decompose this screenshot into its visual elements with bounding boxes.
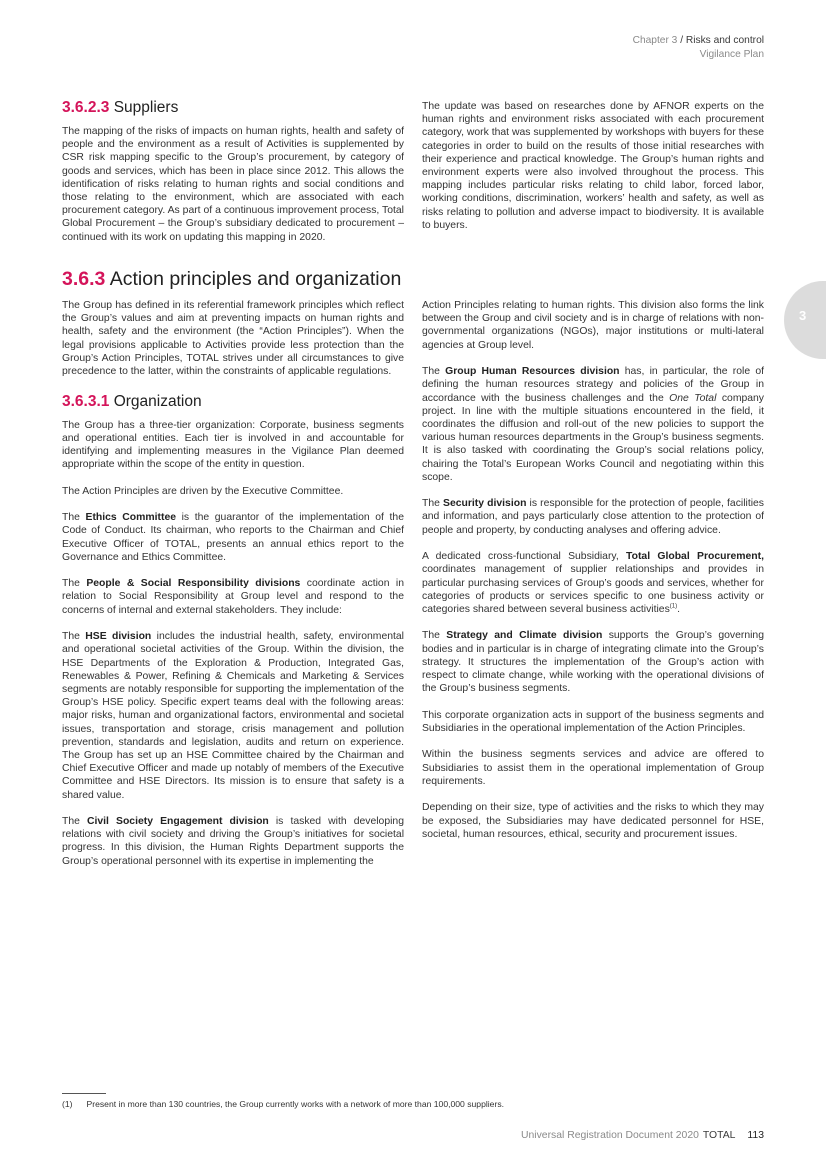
heading-number: 3.6.2.3: [62, 99, 110, 116]
term-psr-divisions: People & Social Responsibility divisions: [86, 578, 301, 590]
paragraph: Within the business segments services and advice are offered to Subsidiaries to assist them in the operational implementation of Group requirements.: [422, 749, 764, 787]
heading-number: 3.6.3: [62, 268, 106, 290]
paragraph: The Ethics Committee is the guarantor of the implementation of the Code of Conduct. Its chairman, who reports to the Chairman and Chief Executive Officer of TOTAL, presents an annual ethics report to the Governance and Ethics Committee.: [62, 512, 404, 563]
paragraph: The Group has a three-tier organization: Corporate, business segments and operational entities. Each tier is involved in and accountable for identifying and implementing measures in the Vigilance Plan deemed appropriate within the scope of the entity in question.: [62, 419, 404, 471]
paragraph: The HSE division includes the industrial health, safety, environmental and operational societal activities of the Group. Within the division, the HSE Departments of the Exploration & Production, Integrated Gas, Renewables & Power, Refining & Chemicals and Marketing & Services segments are notably responsible for supporting the implementation of the Group’s HSE policy. Specific expert teams deal with the following areas: major risks, human and organizational factors, environmental and societal issues, transportation and storage, crisis management and pollution prevention, standards and legislation, audits and return on experience. The Group has set up an HSE Committee chaired by the Chairman and Chief Executive Officer and made up notably of members of the Executive Committee and HSE Directors. Its mission is to ensure that safety is a shared value.: [62, 631, 404, 801]
running-header: [633, 34, 764, 61]
chapter-tab: [784, 281, 826, 359]
heading-title: Suppliers: [113, 99, 179, 116]
suppliers-section: [62, 98, 404, 257]
term-ghr-division: Group Human Resources division: [445, 366, 620, 378]
suppliers-heading: [62, 98, 404, 118]
term-total-global-procurement: Total Global Procurement,: [626, 551, 764, 563]
left-column: [62, 299, 404, 881]
heading-title: Action principles and organization: [109, 268, 402, 290]
paragraph: Depending on their size, type of activities and the risks to which they may be exposed, the Subsidiaries may have dedicated personnel for HSE, societal, human resources, ethical, security and procurement issues.: [422, 802, 764, 840]
paragraph: The People & Social Responsibility divisions coordinate action in relation to Social Responsibility at Group level and respond to the concerns of internal and external stakeholders. They include:: [62, 578, 404, 616]
paragraph: The Action Principles are driven by the Executive Committee.: [62, 485, 344, 497]
paragraph: This corporate organization acts in support of the business segments and Subsidiaries in the operational implementation of the Action Principles.: [422, 709, 764, 734]
paragraph: The Civil Society Engagement division is tasked with developing relations with civil society and driving the Group’s initiatives for societal progress. In this division, the Human Rights Department supports the Group’s operational personnel with its expertise in implementing the: [62, 816, 404, 867]
paragraph: A dedicated cross-functional Subsidiary, Total Global Procurement, coordinates management of supplier relationships and provides in particular purchasing services of Group’s goods and services, whether for categories of products or services specific to one business activity or categories shared between several business activities$^{(1)}$.: [422, 551, 764, 615]
subsection-label: Vigilance Plan: [699, 48, 764, 60]
right-column: [422, 299, 764, 854]
footnote-text: Present in more than 130 countries, the Group currently works with a network of more than 100,000 suppliers.: [86, 1099, 505, 1109]
brand-name: TOTAL: [702, 1130, 736, 1141]
paragraph: The update was based on researches done by AFNOR experts on the human rights and environment risks associated with each procurement category, work that was supplemented by workshops with buyers for these categories in order to build on the results of those initial researches with their experience and practical knowledge. The Group’s human rights and environment experts were also involved throughout the process. This mapping includes particular risks relating to child labor, forced labor, working conditions, discrimination, workers’ health and safety, as well as risks relating to pollution and adverse impact to biodiversity. It is available to buyers.: [422, 101, 764, 231]
term-one-total: One Total: [669, 392, 717, 404]
term-strategy-climate-division: Strategy and Climate division: [446, 630, 603, 642]
document-title: Universal Registration Document 2020: [521, 1130, 699, 1141]
paragraph: The Group has defined in its referential framework principles which reflect the Group’s values and aim at preventing impacts on human rights and health, safety and the environment (the “Action Principles”). When the legal provisions applicable to Activities provide less protection than the Group’s Action Principles, TOTAL strives under all circumstances to give precedence to the latter, within the constraints of applicable regulations.: [62, 300, 404, 378]
heading-title: Organization: [113, 392, 202, 410]
term-cse-division: Civil Society Engagement division: [87, 816, 269, 828]
paragraph: The mapping of the risks of impacts on human rights, health and safety of people and the environment as a result of Activities is supplemented by CSR risk mapping specific to the Group’s procurement, by category of goods and services, which has been in place since 2012. This allows the identification of risks relating to human rights and social conditions and those relating to the environment, which are associated with each procurement category. As part of a continuous improvement process, Total Global Procurement – the Group’s subsidiary dedicated to procurement – continued with its work on updating this mapping in 2020.: [62, 126, 404, 243]
heading-number: 3.6.3.1: [62, 392, 110, 410]
chapter-label: Chapter 3: [632, 35, 678, 46]
suppliers-continued: [422, 100, 764, 245]
footnote-ref[interactable]: (1): [669, 603, 678, 610]
section-heading-363: [62, 265, 401, 293]
organization-heading: [62, 392, 404, 412]
paragraph: The Group Human Resources division has, in particular, the role of defining the human resources strategy and policies of the Group in accordance with the business challenges and the One Total company project. In line with the multiple situations encountered in the field, it coordinates the diffusion and roll-out of the new policies to support the various human resources departments in the Group’s business segments. It is also tasked with coordinating the Group’s social relations policy, chairing the Total’s European Works Council and negotiating within this scope.: [422, 366, 765, 483]
paragraph: The Strategy and Climate division supports the Group’s governing bodies and in particular is in charge of integrating climate into the Group’s strategy. It structures the implementation of the Group’s action with respect to climate change, while working with the operational divisions of the Group’s business segments.: [422, 630, 764, 695]
section-label: Risks and control: [685, 35, 764, 46]
paragraph: Action Principles relating to human rights. This division also forms the link between the Group and civil society and is in charge of relations with non-governmental organizations (NGOs), major institutions or multi-lateral agencies at Group level.: [422, 300, 764, 351]
paragraph: The Security division is responsible for the protection of people, facilities and information, and pays particularly close attention to the protection of people and property, by conducting analyses and offering advice.: [422, 498, 764, 536]
term-ethics-committee: Ethics Committee: [85, 512, 176, 524]
footnote-divider: [62, 1093, 106, 1094]
chapter-tab-number: 3: [799, 308, 807, 323]
footnote-number: (1): [62, 1099, 73, 1109]
page-number: 113: [747, 1130, 764, 1141]
term-security-division: Security division: [443, 498, 527, 510]
footnote: [62, 1099, 504, 1109]
page-footer: [521, 1130, 764, 1141]
header-separator: /: [677, 35, 686, 46]
term-hse-division: HSE division: [85, 631, 152, 643]
